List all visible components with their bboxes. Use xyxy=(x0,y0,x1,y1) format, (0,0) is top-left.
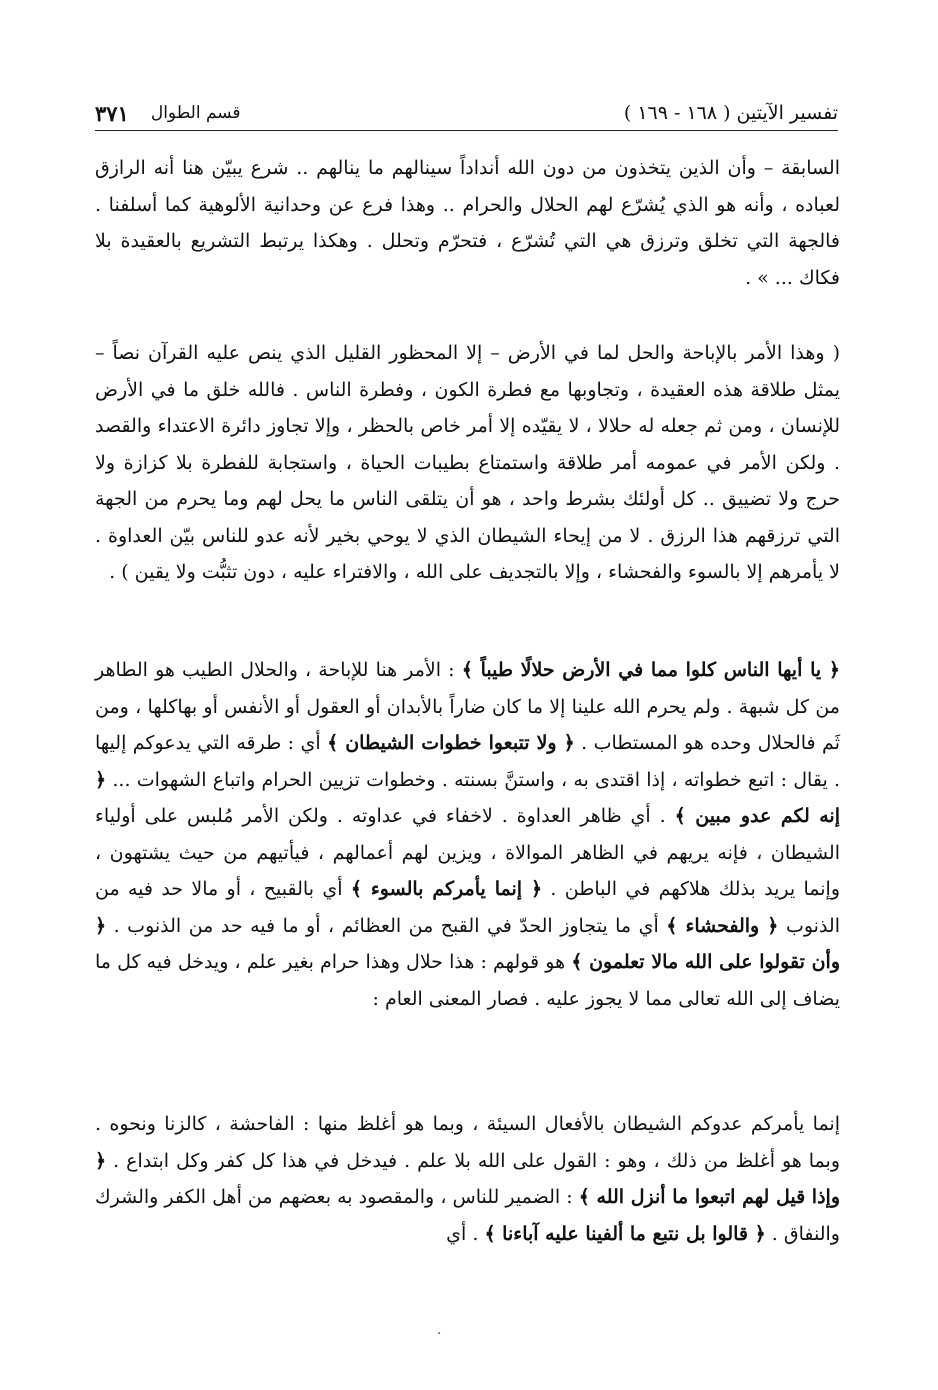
paragraph-3 xyxy=(95,652,840,1017)
quran-quote: ﴿ ولا تتبعوا خطوات الشيطان ﴾ xyxy=(327,732,575,754)
commentary-text: أي بالقبيح ، أو مالا حد فيه من الذنوب xyxy=(95,878,840,937)
commentary-text: هو قولهم : هذا حلال وهذا حرام بغير علم ، ويدخل فيه كل ما يضاف إلى الله تعالى مما لا يجوز عليه . فصار المعنى العام : xyxy=(95,951,840,1010)
quran-quote: ﴿ وأن تقولوا على الله مالا تعلمون ﴾ xyxy=(95,914,840,973)
commentary-text: . أي xyxy=(446,1222,485,1245)
commentary-text: . أي ظاهر العداوة . لاخفاء في عداوته . ولكن الأمر مُلبس على أولياء الشيطان ، فإنه يريهم في الظاهر الموالاة ، ويزين لهم أعمالهم ، فيأتيهم من حيث يشتهون ، وإنما يريد بذلك هلاكهم في الباطن . xyxy=(95,805,841,900)
quran-quote: ﴿ وإذا قيل لهم اتبعوا ما أنزل الله ﴾ xyxy=(95,1149,841,1208)
paragraph-4 xyxy=(95,1106,840,1252)
quran-quote: ﴿ إنما يأمركم بالسوء ﴾ xyxy=(350,878,543,900)
footer-mark: . xyxy=(437,1322,442,1338)
page-number: ٣٧١ xyxy=(95,100,129,126)
commentary-text: إنما يأمركم عدوكم الشيطان بالأفعال السيئة ، وبما هو أغلظ منها : الفاحشة ، كالزنا ونحوه . وبما هو أغلظ من ذلك ، وهو : القول على الله بلا علم . فيدخل في هذا كل كفر وكل ابتداع . xyxy=(95,1113,840,1172)
header-left-group xyxy=(95,101,241,126)
quran-quote: ﴿ إنه لكم عدو مبين ﴾ xyxy=(95,768,840,827)
running-header xyxy=(95,96,838,131)
commentary-text: : الضمير للناس ، والمقصود به بعضهم من أهل الكفر والشرك والنفاق . xyxy=(95,1186,840,1245)
quran-quote: ﴿ يا أيها الناس كلوا مما في الأرض حلالًا طيباً ﴾ xyxy=(461,659,840,681)
header-title: تفسير الآيتين ( ١٦٨ - ١٦٩ ) xyxy=(623,102,838,124)
header-section: قسم الطوال xyxy=(150,103,241,123)
commentary-text: أي ما يتجاوز الحدّ في القبح من العظائم ، أو ما فيه حد من الذنوب . xyxy=(106,914,667,937)
quran-quote: ﴿ والفحشاء ﴾ xyxy=(666,914,779,937)
commentary-text: : الأمر هنا للإباحة ، والحلال الطيب هو الطاهر من كل شبهة . ولم يحرم الله علينا إلا ما كان ضاراً بالأبدان أو العقول أو الأنفس أو بهاكلها ، ومن ثَم فالحلال وحده هو المستطاب . xyxy=(95,659,840,754)
quran-quote: ﴿ قالوا بل نتبع ما ألفينا عليه آباءنا ﴾ xyxy=(484,1222,766,1245)
paragraph-1: السابقة – وأن الذين يتخذون من دون الله أنداداً سينالهم ما ينالهم .. شرع يبيّن هنا أنه الرازق لعباده ، وأنه هو الذي يُشرّع لهم الحلال والحرام .. وهذا فرع عن وحدانية الألوهية كما أسلفنا . فالجهة التي تخلق وترزق هي التي تُشرّع ، فتحرّم وتحلل . وهكذا يرتبط التشريع بالعقيدة بلا فكاك ... » . xyxy=(95,157,840,289)
commentary-text: أي : طرقه التي يدعوكم إليها . يقال : اتبع خطواته ، إذا اقتدى به ، واستنَّ بسنته . وخطوات تزيين الحرام واتباع الشهوات ... xyxy=(95,732,840,791)
paragraph-2: ( وهذا الأمر بالإباحة والحل لما في الأرض – إلا المحظور القليل الذي ينص عليه القرآن نصاً – يمثل طلاقة هذه العقيدة ، وتجاوبها مع فطرة الكون ، وفطرة الناس . فالله خلق ما في الأرض للإنسان ، ومن ثم جعله له حلالا ، لا يقيّده إلا أمر خاص بالحظر ، وإلا تجاوز دائرة الاعتداء والقصد . ولكن الأمر في عمومه أمر طلاقة واستمتاع بطيبات الحياة ، واستجابة للفطرة بلا كزازة ولا حرج ولا تضييق .. كل أولئك بشرط واحد ، هو أن يتلقى الناس ما يحل لهم وما يحرم من الجهة التي ترزقهم هذا الرزق . لا من إيحاء الشيطان الذي لا يوحي بخير لأنه عدو للناس بيّن العداوة . لا يأمرهم إلا بالسوء والفحشاء ، وإلا بالتجديف على الله ، والافتراء عليه ، دون تثبُّت ولا يقين ) . xyxy=(95,342,840,583)
